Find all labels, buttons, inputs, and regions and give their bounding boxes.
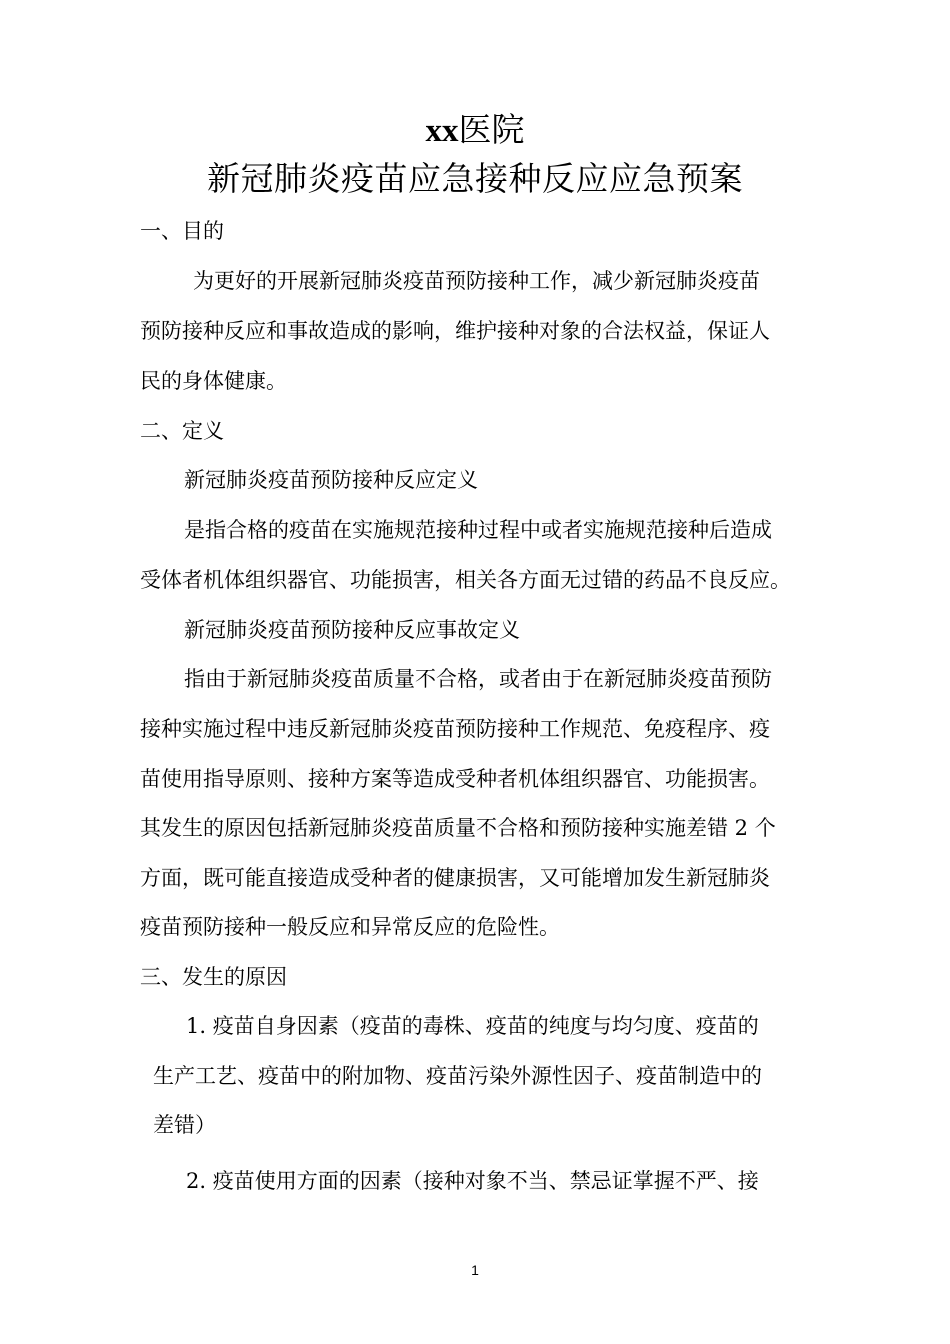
subheading-reaction-definition: 新冠肺炎疫苗预防接种反应定义 <box>184 468 478 492</box>
list-item: 1. 疫苗自身因素（疫苗的毒株、疫苗的纯度与均匀度、疫苗的 <box>186 1014 759 1038</box>
paragraph-line: 苗使用指导原则、接种方案等造成受种者机体组织器官、功能损害。 <box>140 767 770 791</box>
document-title: 新冠肺炎疫苗应急接种反应应急预案 <box>207 159 743 198</box>
list-item: 2. 疫苗使用方面的因素（接种对象不当、禁忌证掌握不严、接 <box>186 1169 759 1193</box>
paragraph-line: 疫苗预防接种一般反应和异常反应的危险性。 <box>140 915 560 939</box>
paragraph-line: 其发生的原因包括新冠肺炎疫苗质量不合格和预防接种实施差错 2 个 <box>140 816 776 840</box>
paragraph-line: 接种实施过程中违反新冠肺炎疫苗预防接种工作规范、免疫程序、疫 <box>140 717 770 741</box>
section-heading-purpose: 一、目的 <box>140 219 224 243</box>
hospital-title-latin: xx <box>425 113 459 149</box>
subheading-accident-definition: 新冠肺炎疫苗预防接种反应事故定义 <box>184 618 520 642</box>
list-item-continuation: 差错） <box>153 1113 216 1137</box>
hospital-title-cjk: 医院 <box>458 110 525 149</box>
paragraph-line: 民的身体健康。 <box>140 369 287 393</box>
paragraph-line: 指由于新冠肺炎疫苗质量不合格，或者由于在新冠肺炎疫苗预防 <box>184 667 772 691</box>
paragraph-line: 为更好的开展新冠肺炎疫苗预防接种工作，减少新冠肺炎疫苗 <box>193 269 760 293</box>
paragraph-line: 方面，既可能直接造成受种者的健康损害，又可能增加发生新冠肺炎 <box>140 866 770 890</box>
paragraph-line: 预防接种反应和事故造成的影响，维护接种对象的合法权益，保证人 <box>140 319 770 343</box>
paragraph-line: 是指合格的疫苗在实施规范接种过程中或者实施规范接种后造成 <box>184 518 772 542</box>
hospital-title <box>0 108 950 153</box>
page-number: 1 <box>471 1262 479 1278</box>
paragraph-line: 受体者机体组织器官、功能损害，相关各方面无过错的药品不良反应。 <box>140 568 791 592</box>
section-heading-definition: 二、定义 <box>140 419 224 443</box>
list-item-continuation: 生产工艺、疫苗中的附加物、疫苗污染外源性因子、疫苗制造中的 <box>153 1064 762 1088</box>
section-heading-causes: 三、发生的原因 <box>140 965 287 989</box>
